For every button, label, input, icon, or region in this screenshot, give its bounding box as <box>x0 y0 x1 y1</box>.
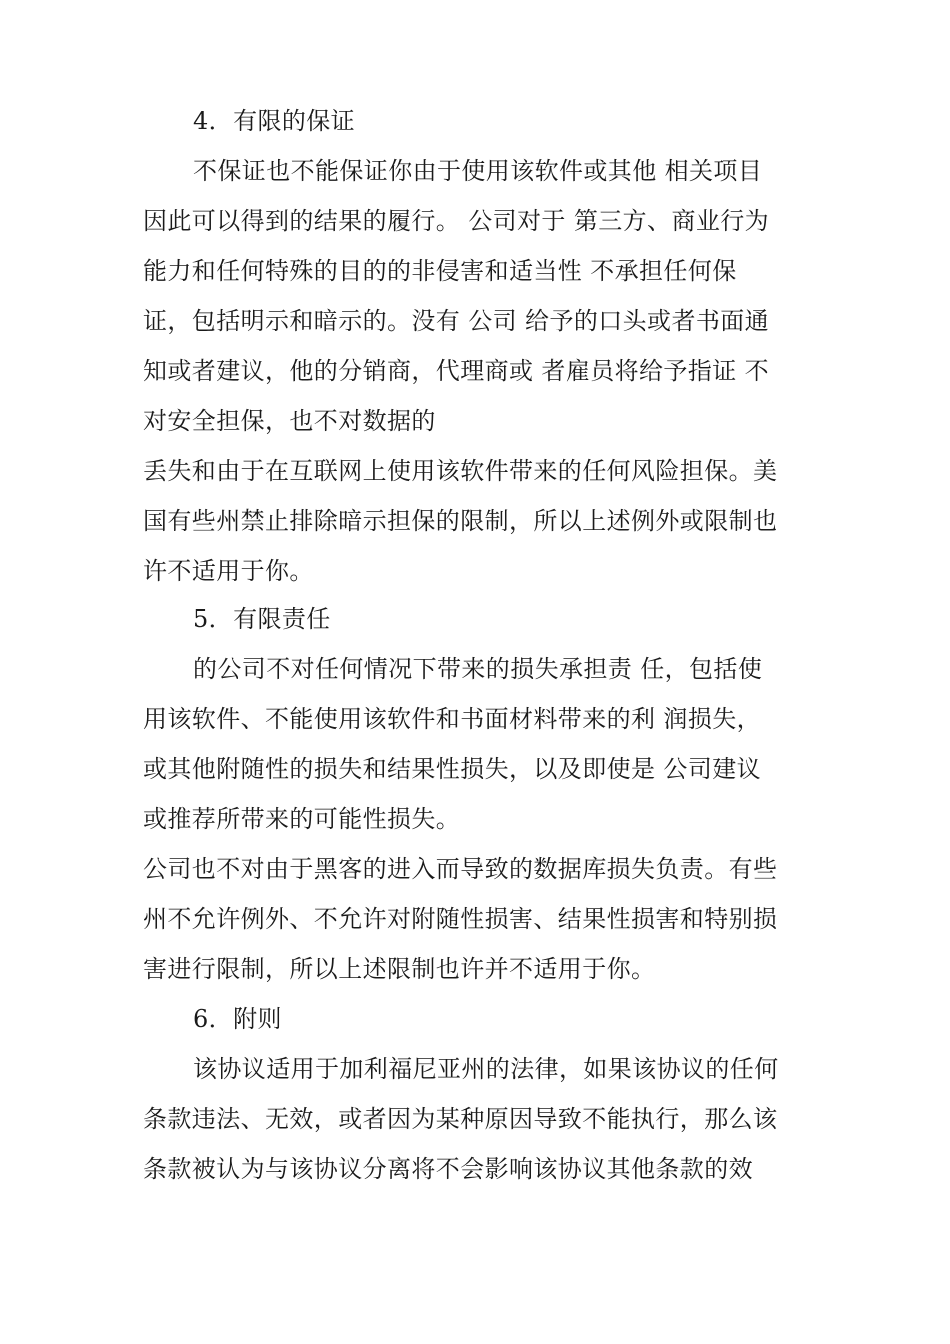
paragraph-line: 不保证也不能保证你由于使用该软件或其他 相关项目 <box>193 157 763 185</box>
paragraph-line: 的公司不对任何情况下带来的损失承担责 任，包括使 <box>193 655 763 683</box>
paragraph-line: 知或者建议，他的分销商，代理商或 者雇员将给予指证 不 <box>143 357 770 385</box>
paragraph-line: 国有些州禁止排除暗示担保的限制，所以上述例外或限制也 <box>143 507 778 535</box>
paragraph-line: 条款违法、无效，或者因为某种原因导致不能执行，那么该 <box>143 1105 778 1133</box>
paragraph-line: 证，包括明示和暗示的。没有 公司 给予的口头或者书面通 <box>143 307 770 335</box>
paragraph-line: 丢失和由于在互联网上使用该软件带来的任何风险担保。美 <box>143 457 778 485</box>
paragraph-line: 公司也不对由于黑客的进入而导致的数据库损失负责。有些 <box>143 855 778 883</box>
paragraph-line: 害进行限制，所以上述限制也许并不适用于你。 <box>143 955 656 983</box>
paragraph-line: 条款被认为与该协议分离将不会影响该协议其他条款的效 <box>143 1155 753 1183</box>
paragraph-line: 能力和任何特殊的目的的非侵害和适当性 不承担任何保 <box>143 257 737 285</box>
section-heading-limited-warranty: 4．有限的保证 <box>193 107 356 135</box>
section-heading-supplementary-terms: 6．附则 <box>193 1005 282 1033</box>
paragraph-line: 或其他附随性的损失和结果性损失，以及即使是 公司建议 <box>143 755 762 783</box>
paragraph-line: 因此可以得到的结果的履行。 公司对于 第三方、商业行为 <box>143 207 770 235</box>
paragraph-line: 或推荐所带来的可能性损失。 <box>143 805 461 833</box>
section-heading-limited-liability: 5．有限责任 <box>193 605 331 633</box>
paragraph-line: 许不适用于你。 <box>143 557 314 585</box>
paragraph-line: 用该软件、不能使用该软件和书面材料带来的利 润损失， <box>143 705 762 733</box>
paragraph-line: 州不允许例外、不允许对附随性损害、结果性损害和特别损 <box>143 905 778 933</box>
paragraph-line: 该协议适用于加利福尼亚州的法律，如果该协议的任何 <box>193 1055 779 1083</box>
paragraph-line: 对安全担保，也不对数据的 <box>143 407 436 435</box>
